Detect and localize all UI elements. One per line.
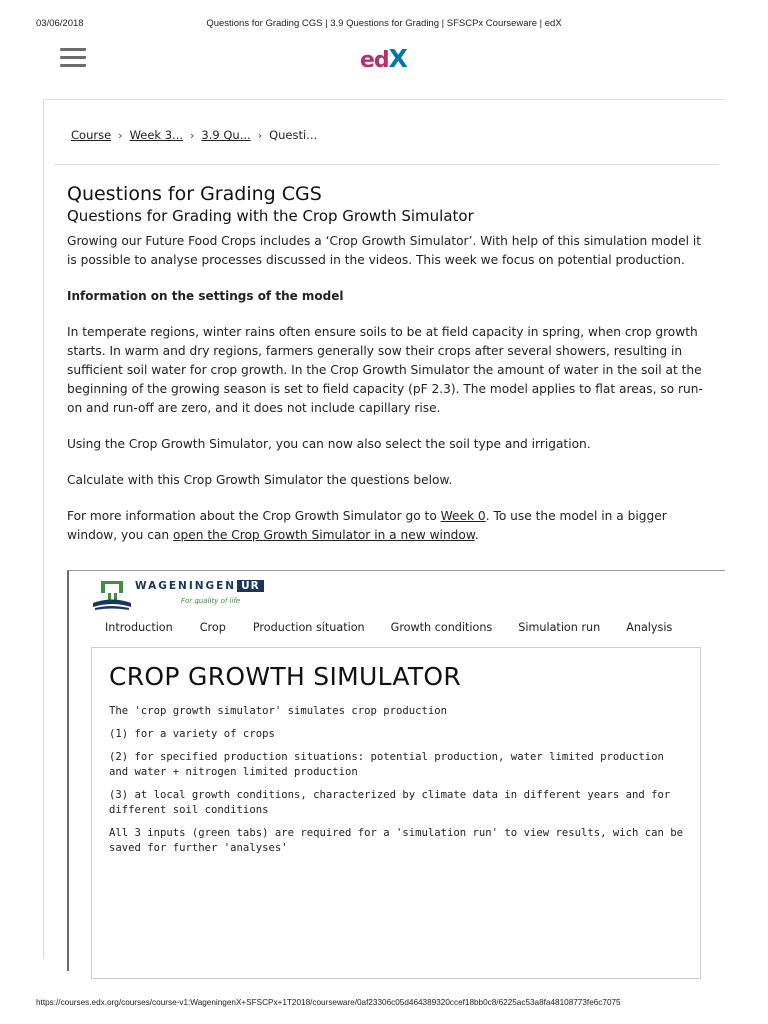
- top-navigation-bar: [0, 36, 768, 86]
- tab-simulation-run[interactable]: Simulation run: [518, 621, 601, 634]
- wageningen-tagline: For quality of life: [181, 597, 241, 605]
- edx-logo[interactable]: [360, 44, 407, 73]
- breadcrumb-subsection[interactable]: 3.9 Qu...: [201, 128, 251, 142]
- unit-title: Questions for Grading CGS: [67, 183, 322, 205]
- breadcrumb: [71, 128, 317, 142]
- more-info-text-middle: . To use the model in a bigger window, you can: [67, 509, 667, 542]
- simulator-line-intro: The 'crop growth simulator' simulates crop production: [109, 705, 448, 717]
- simulator-line-crops: (1) for a variety of crops: [109, 728, 275, 740]
- edx-logo-x: X: [388, 44, 407, 73]
- wageningen-ur-logo: [93, 579, 283, 611]
- more-info-text-after: .: [474, 528, 479, 542]
- simulator-line-inputs: All 3 inputs (green tabs) are required for a 'simulation run' to view results, wich can be saved for further 'analyses': [109, 827, 684, 854]
- calculate-paragraph: Calculate with this Crop Growth Simulator the questions below.: [67, 473, 453, 487]
- wageningen-wordmark: [135, 580, 264, 592]
- tab-analysis[interactable]: Analysis: [626, 621, 673, 634]
- week-0-link[interactable]: Week 0: [440, 509, 486, 523]
- chevron-right-icon: ›: [190, 129, 195, 142]
- print-footer-url: https://courses.edx.org/courses/course-v1:WageningenX+SFSCPx+1T2018/courseware/0af23306c05d464389320ccef18bb0c8/6225ac53a8fa48108773fe6c7075: [36, 998, 621, 1007]
- wageningen-name: WAGENINGEN: [135, 580, 237, 592]
- breadcrumb-course[interactable]: Course: [71, 128, 112, 142]
- breadcrumb-week[interactable]: Week 3...: [129, 128, 184, 142]
- crop-growth-simulator-iframe: [67, 570, 725, 971]
- hamburger-menu-icon[interactable]: [60, 48, 86, 68]
- settings-heading: Information on the settings of the model: [67, 289, 344, 303]
- simulator-tabs: [105, 621, 672, 634]
- open-simulator-new-window-link[interactable]: open the Crop Growth Simulator in a new window: [173, 528, 475, 542]
- chevron-right-icon: ›: [118, 129, 123, 142]
- settings-paragraph: In temperate regions, winter rains often ensure soils to be at field capacity in spring, when crop growth starts. In warm and dry regions, farmers generally sow their crops after several showers, resulting in sufficient soil water for crop growth. In the Crop Growth Simulator the amount of water in the soil at the beginning of the growing season is set to field capacity (pF 2.3). The model applies to flat areas, so run-on and run-off are zero, and it does not include capillary rise.: [67, 325, 703, 415]
- edx-logo-e: e: [360, 48, 374, 73]
- simulator-content-panel: [91, 647, 701, 979]
- simulator-heading: CROP GROWTH SIMULATOR: [109, 662, 462, 691]
- tab-crop[interactable]: Crop: [199, 621, 226, 634]
- tab-growth-conditions[interactable]: Growth conditions: [390, 621, 493, 634]
- unit-content: [67, 182, 707, 562]
- tab-introduction[interactable]: Introduction: [105, 621, 173, 634]
- course-frame-top-border: [43, 99, 725, 100]
- edx-logo-d: d: [373, 48, 389, 73]
- simulator-line-production: (2) for specified production situations: potential production, water limited production and water + nitrogen limited production: [109, 751, 664, 778]
- more-info-paragraph: [67, 507, 707, 545]
- print-page-title: Questions for Grading CGS | 3.9 Questions for Grading | SFSCPx Courseware | edX: [206, 18, 562, 29]
- print-header: [0, 0, 768, 32]
- breadcrumb-current-unit: Questi...: [269, 128, 318, 142]
- print-date: 03/06/2018: [36, 18, 84, 29]
- unit-subtitle: Questions for Grading with the Crop Growth Simulator: [67, 207, 474, 225]
- course-frame-left-border: [43, 99, 44, 959]
- intro-paragraph: Growing our Future Food Crops includes a ‘Crop Growth Simulator’. With help of this simulation model it is possible to analyse processes discussed in the videos. This week we focus on potential production.: [67, 234, 702, 267]
- wageningen-emblem-icon: [93, 579, 131, 611]
- simulator-line-conditions: (3) at local growth conditions, characterized by climate data in different years and for different soil conditions: [109, 789, 671, 816]
- wageningen-ur-box: UR: [237, 580, 264, 592]
- tab-production-situation[interactable]: Production situation: [252, 621, 365, 634]
- breadcrumb-divider: [54, 164, 718, 165]
- chevron-right-icon: ›: [257, 129, 263, 142]
- simulator-description: [109, 704, 689, 864]
- soil-paragraph: Using the Crop Growth Simulator, you can now also select the soil type and irrigation.: [67, 437, 591, 451]
- more-info-text-before: For more information about the Crop Growth Simulator go to: [67, 509, 441, 523]
